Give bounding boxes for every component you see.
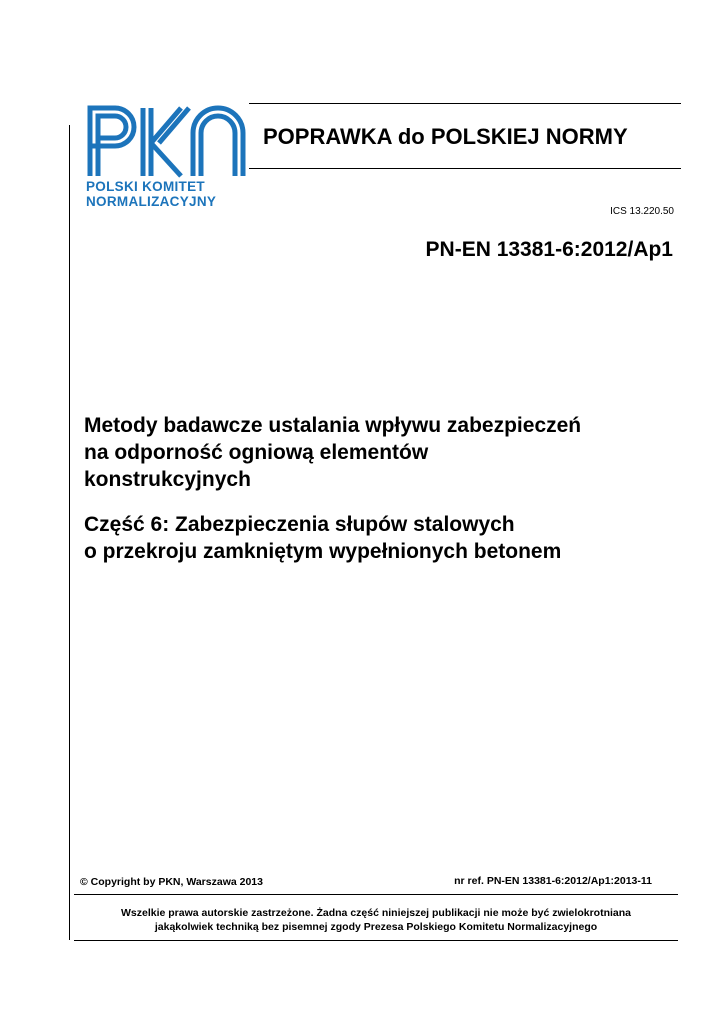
part-line: Część 6: Zabezpieczenia słupów stalowych <box>84 513 515 536</box>
header-top-rule <box>249 103 681 104</box>
copyright-notice: © Copyright by PKN, Warszawa 2013 <box>80 876 263 888</box>
title-line: konstrukcyjnych <box>84 468 251 491</box>
title-line: na odporność ogniową elementów <box>84 441 429 464</box>
header-bottom-rule <box>249 168 681 169</box>
footer-top-rule <box>74 894 678 895</box>
part-title <box>84 511 561 565</box>
rights-line: jakąkolwiek techniką bez pisemnej zgody Prezesa Polskiego Komitetu Normalizacyjnego <box>154 921 598 933</box>
title-line: Metody badawcze ustalania wpływu zabezpieczeń <box>84 414 582 437</box>
part-line: o przekroju zamkniętym wypełnionych betonem <box>84 540 562 563</box>
rights-notice <box>78 906 674 934</box>
footer-bottom-rule <box>74 940 678 941</box>
ics-code: ICS 13.220.50 <box>610 206 674 217</box>
rights-line: Wszelkie prawa autorskie zastrzeżone. Żadna część niniejszej publikacji nie może być zwielokrotniana <box>120 907 631 919</box>
logo-text-line2: NORMALIZACYJNY <box>86 194 217 209</box>
pkn-logo-mark-icon <box>85 103 255 178</box>
logo-text-line1: POLSKI KOMITET <box>86 179 205 194</box>
document-type-title: POPRAWKA do POLSKIEJ NORMY <box>263 124 628 149</box>
standard-number: PN-EN 13381-6:2012/Ap1 <box>425 238 673 261</box>
left-margin-rule <box>69 125 70 940</box>
standard-title <box>84 412 581 493</box>
reference-number: nr ref. PN-EN 13381-6:2012/Ap1:2013-11 <box>454 875 652 887</box>
